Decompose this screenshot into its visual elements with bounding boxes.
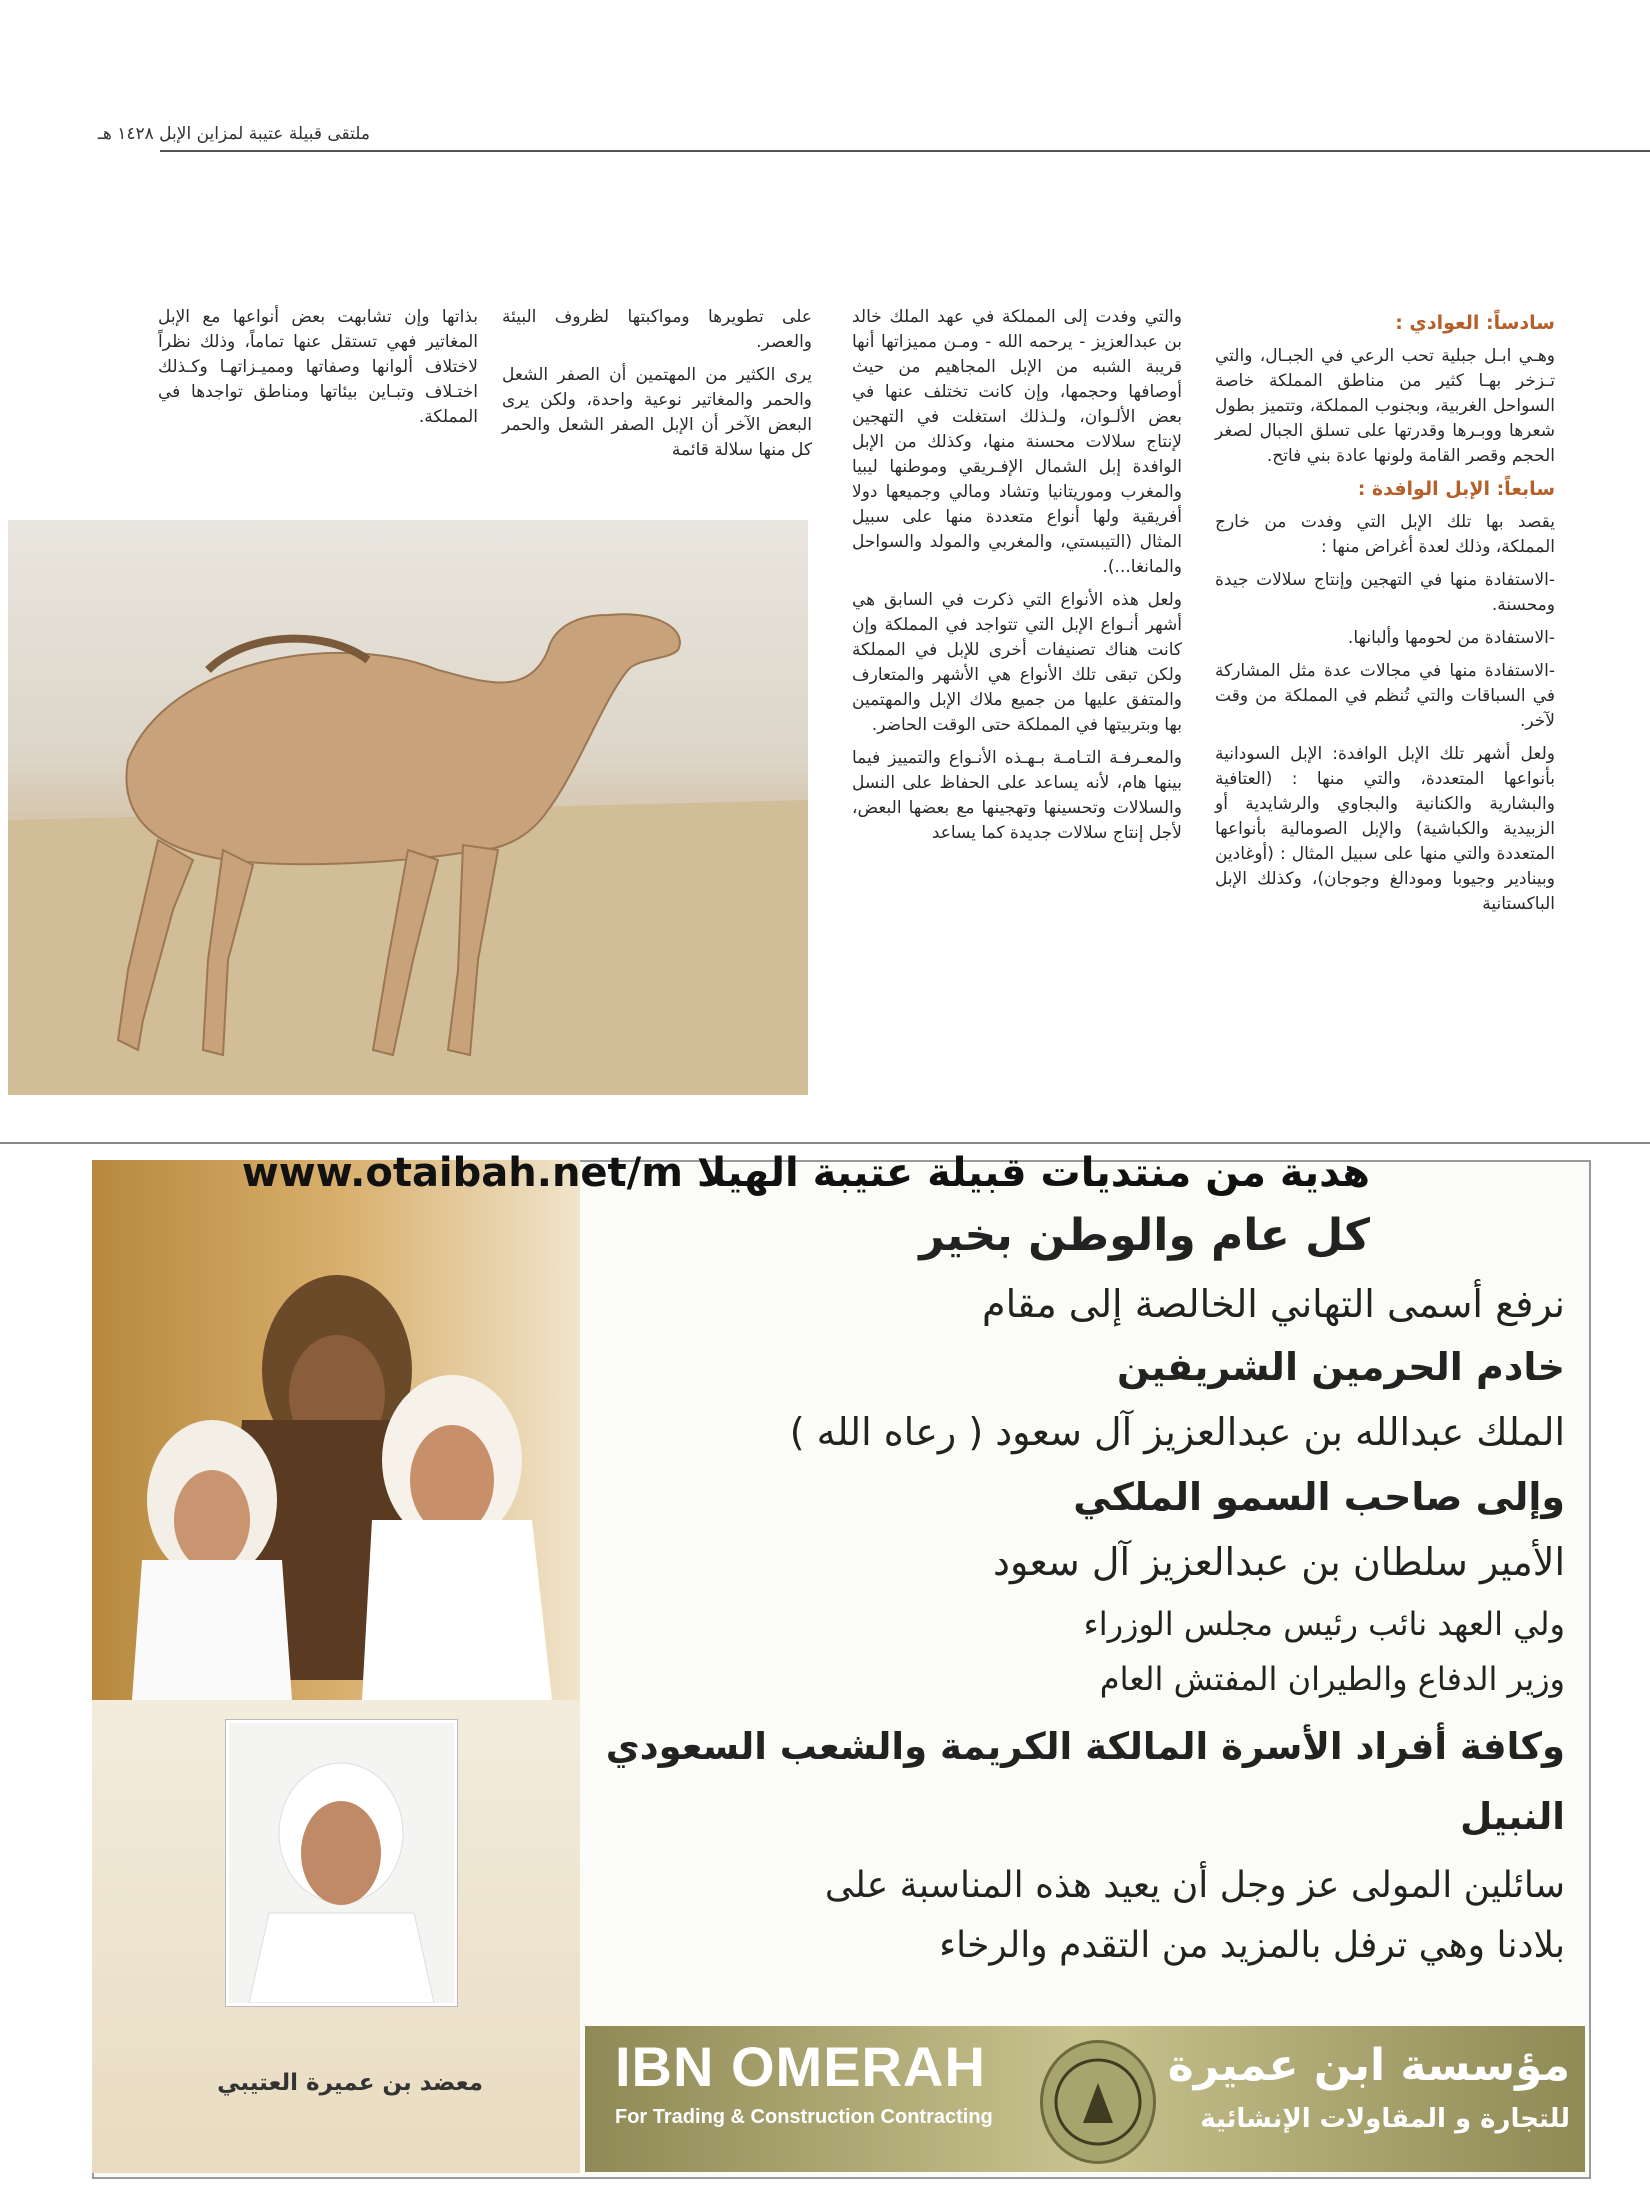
paragraph: والمعـرفـة التـامـة بـهـذه الأنـواع والتمييز فيما بينها هام، لأنه يساعد على الحفاظ على النسل والسلالات وتحسينها وتهجينها مع بعضها البعض، لأجل إنتاج سلالات جديدة كما يساعد	[852, 748, 1182, 843]
ad-line-10: النبيل	[1460, 1795, 1565, 1838]
bullet-item: -الاستفادة منها في التهجين وإنتاج سلالات جيدة ومحسنة.	[1215, 570, 1555, 615]
ad-line-4: الملك عبدالله بن عبدالعزيز آل سعود ( رعاه الله )	[789, 1410, 1565, 1454]
owner-name: معضد بن عميرة العتيبي	[217, 2070, 483, 2096]
ad-line-11: سائلين المولى عز وجل أن يعيد هذه المناسبة على	[824, 1865, 1565, 1906]
company-name-english	[615, 2036, 1015, 2129]
paragraph: يرى الكثير من المهتمين أن الصفر الشعل والحمر والمغاتير نوعية واحدة، ولكن يرى البعض الآخر أن الإبل الصفر الشعل والحمر كل منها سلالة قائمة	[502, 365, 812, 460]
paragraph: وهـي ابـل جبلية تحب الرعي في الجبـال، والتي تـزخر بهـا كثير من مناطق المملكة خاصة السواحل الغربية، وبجنوب المملكة، وتتميز بطول شعرها ووبـرها وقدرتها على تسلق الجبال لصغر الحجم وقصر القامة ولونها عادة بني فاتح.	[1215, 346, 1555, 466]
company-title-english: IBN OMERAH	[615, 2035, 986, 2098]
section-heading-awadi: سادساً: العوادي :	[1395, 312, 1555, 334]
emblem-icon	[1043, 2043, 1153, 2161]
camel-photo	[8, 520, 808, 1095]
ad-line-8: وزير الدفاع والطيران المفتش العام	[1099, 1660, 1565, 1698]
section-divider	[0, 1142, 1650, 1144]
ad-line-12: بلادنا وهي ترفل بالمزيد من التقدم والرخاء	[939, 1925, 1565, 1966]
section-heading-imported-camels: سابعاً: الإبل الوافدة :	[1357, 478, 1555, 500]
article-column-2	[852, 305, 1182, 854]
royal-portraits-illustration	[92, 1160, 580, 1700]
ad-line-7: ولي العهد نائب رئيس مجلس الوزراء	[1083, 1605, 1565, 1643]
paragraph: على تطويرها ومواكبتها لظروف البيئة والعصر.	[502, 307, 812, 352]
page-header-title: ملتقى قبيلة عتيبة لمزاين الإبل ١٤٢٨ هـ	[97, 124, 370, 144]
camel-illustration	[8, 520, 808, 1095]
ad-line-2: نرفع أسمى التهاني الخالصة إلى مقام	[982, 1282, 1565, 1326]
company-subtitle-arabic: للتجارة و المقاولات الإنشائية	[1200, 2104, 1570, 2134]
article-column-4	[158, 305, 478, 438]
paragraph: ولعل هذه الأنواع التي ذكرت في السابق هي أشهر أنـواع الإبل التي تتواجد في المملكة وإن كانت هناك تصنيفات أخرى للإبل في المملكة ولكن تبقى تلك الأنواع هي الأشهر والمتعارف والمتفق عليها من جميع ملاك الإبل والمهتمين بها وبتربيتها في المملكة حتى الوقت الحاضر.	[852, 590, 1182, 735]
bullet-item: -الاستفادة من لحومها وألبانها.	[1347, 628, 1555, 648]
ad-line-5: وإلى صاحب السمو الملكي	[1073, 1475, 1565, 1519]
company-subtitle-english: For Trading & Construction Contracting	[615, 2106, 993, 2128]
paragraph: والتي وفدت إلى المملكة في عهد الملك خالد بن عبدالعزيز - يرحمه الله - ومـن مميزاتها أنها قريبة الشبه من الإبل المجاهيم من حيث أوصافها وحجمها، وإن كانت تختلف عنها في بعض الألـوان، ولـذلك استغلت في التهجين لإنتاج سلالات محسنة منها، وكذلك من الإبل الوافدة إبل الشمال الإفـريقي وموطنها ليبيا والمغرب وموريتانيا وتشاد ومالي وجميعها دولا أفريقية ولها أنواع متعددة منها على سبيل المثال (التيبستي، والمغربي والمولد والسواحل والمانغا...).	[852, 307, 1182, 577]
company-logo	[1040, 2040, 1156, 2164]
owner-portrait-illustration	[229, 1723, 454, 2003]
article-column-1	[1215, 305, 1555, 925]
company-title-arabic: مؤسسة ابن عميرة	[1167, 2040, 1570, 2091]
paragraph: ولعل أشهر تلك الإبل الوافدة: الإبل السودانية بأنواعها المتعددة، والتي منها : (العتافية والبشارية والكنانية والبجاوي والرشايدية أو الزبيدية والكباشية) والإبل الصومالية بأنواعها المتعددة والتي منها على سبيل المثال : (أوغادين وبينادير وجيوبا ومودالغ وجوجان)، وكذلك الإبل الباكستانية	[1215, 744, 1555, 914]
header-divider	[160, 150, 1650, 152]
paragraph: يقصد بها تلك الإبل التي وفدت من خارج المملكة، وذلك لعدة أغراض منها :	[1215, 512, 1555, 557]
ad-line-1: كل عام والوطن بخير	[919, 1210, 1370, 1261]
forum-watermark: هدية من منتديات قبيلة عتيبة الهيلا www.otaibah.net/m	[241, 1150, 1370, 1196]
ad-line-6: الأمير سلطان بن عبدالعزيز آل سعود	[993, 1540, 1565, 1584]
ad-line-9: وكافة أفراد الأسرة المالكة الكريمة والشعب السعودي	[605, 1725, 1565, 1768]
company-name-arabic	[1150, 2040, 1570, 2134]
owner-portrait	[226, 1720, 457, 2006]
bullet-item: -الاستفادة منها في مجالات عدة مثل المشاركة في السباقات والتي تُنظم في المملكة من وقت لآخر.	[1215, 661, 1555, 731]
article-column-3	[502, 305, 812, 471]
paragraph: بذاتها وإن تشابهت بعض أنواعها مع الإبل المغاتير فهي تستقل عنها تماماً، وذلك نظراً لاختلاف ألوانها وصفاتها ومميـزاتهـا وكـذلك اختـلاف وتبـاين بيئاتها ومناطق تواجدها في المملكة.	[158, 307, 478, 427]
ad-line-3: خادم الحرمين الشريفين	[1117, 1345, 1565, 1389]
